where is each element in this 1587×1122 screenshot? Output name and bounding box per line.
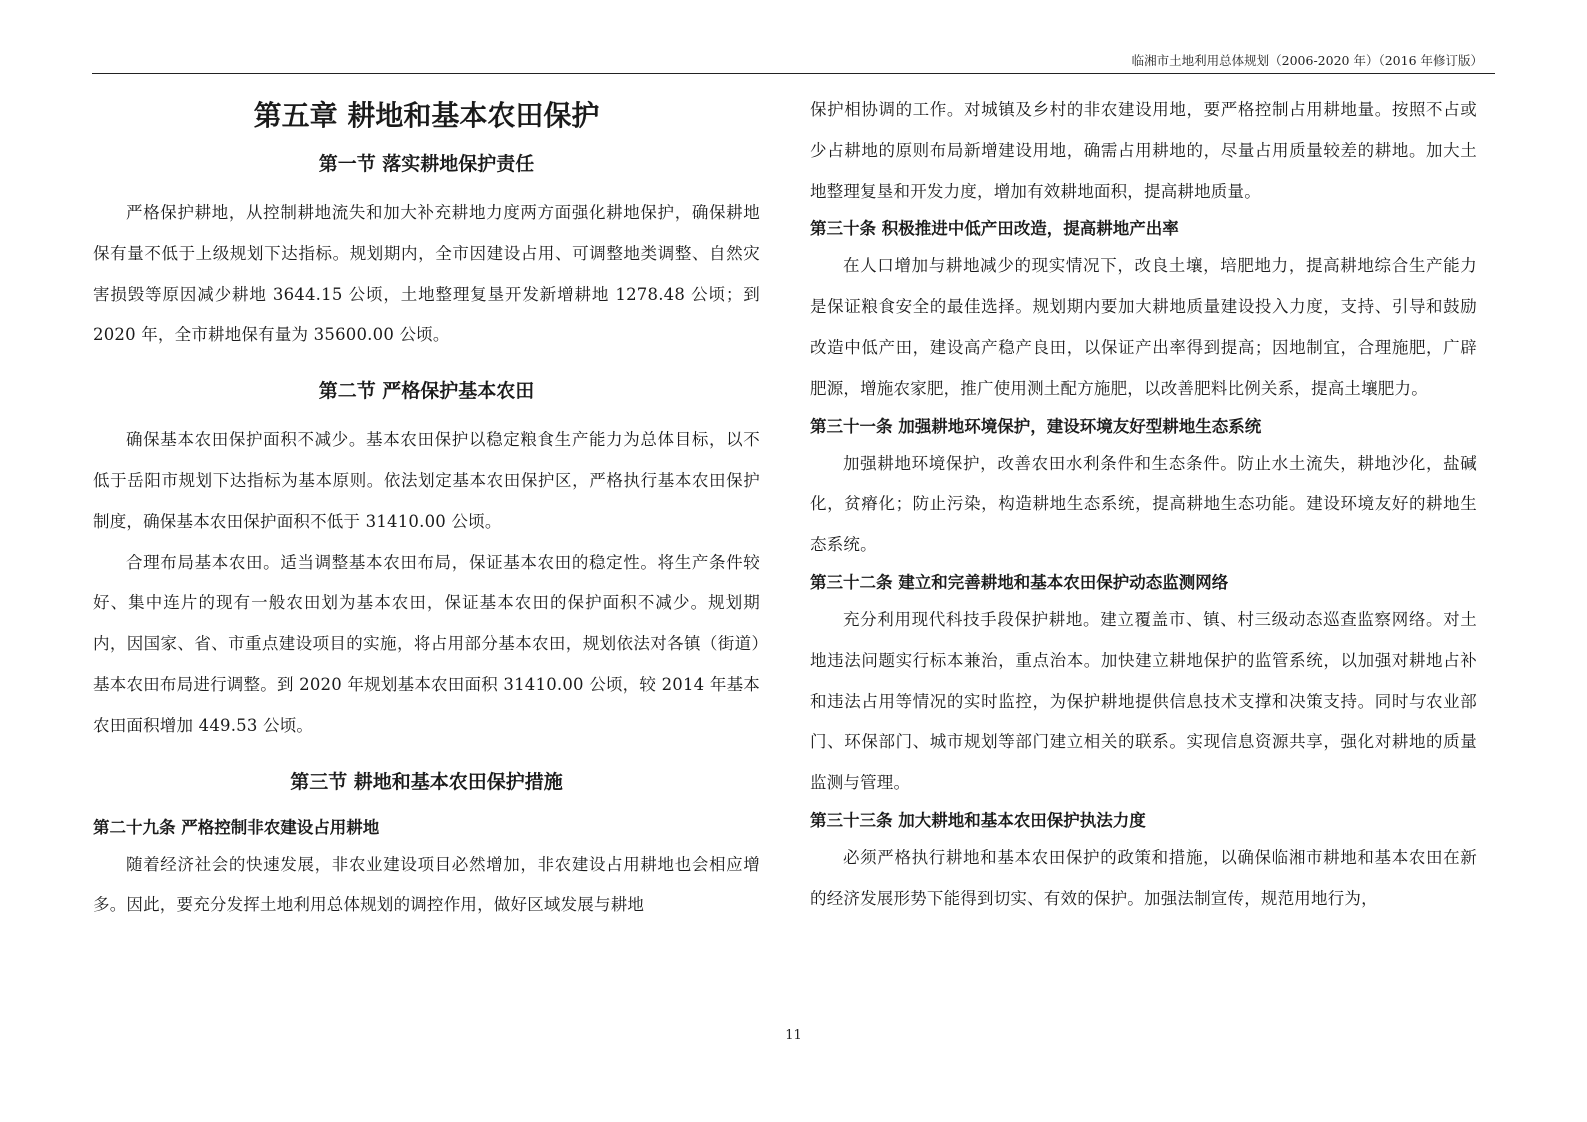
article-32-title: 第三十二条 建立和完善耕地和基本农田保护动态监测网络 [810, 572, 1229, 592]
article-32-text: 充分利用现代科技手段保护耕地。建立覆盖市、镇、村三级动态巡查监察网络。对土地违法问题实行标本兼治，重点治本。加快建立耕地保护的监管系统，以加强对耕地占补和违法占用等情况的实时监控，为保护耕地提供信息技术支撑和决策支持。同时与农业部门、环保部门、城市规划等部门建立相关的联系。实现信息资源共享，强化对耕地的质量监测与管理。 [810, 609, 1477, 793]
section-2-paragraph-1: 确保基本农田保护面积不减少。基本农田保护以稳定粮食生产能力为总体目标，以不低于岳阳市规划下达指标为基本原则。依法划定基本农田保护区，严格执行基本农田保护制度，确保基本农田保护面积不低于 31410.00 公顷。 [93, 430, 760, 531]
article-29-text-start: 随着经济社会的快速发展，非农业建设项目必然增加，非农建设占用耕地也会相应增多。因此，要充分发挥土地利用总体规划的调控作用，做好区域发展与耕地 [93, 854, 760, 915]
left-column [93, 90, 760, 926]
page-number: 11 [785, 1028, 802, 1043]
running-header: 临湘市土地利用总体规划（2006-2020 年）（2016 年修订版） [1131, 53, 1483, 68]
section-2-paragraph-2: 合理布局基本农田。适当调整基本农田布局，保证基本农田的稳定性。将生产条件较好、集中连片的现有一般农田划为基本农田，保证基本农田的保护面积不减少。规划期内，因国家、省、市重点建设项目的实施，将占用部分基本农田，规划依法对各镇（街道）基本农田布局进行调整。到 2020 年规划基本农田面积 31410.00 公顷，较 2014 年基本农田面积增加 449.53 公顷。 [93, 552, 760, 735]
article-33-text: 必须严格执行耕地和基本农田保护的政策和措施，以确保临湘市耕地和基本农田在新的经济发展形势下能得到切实、有效的保护。加强法制宣传，规范用地行为， [810, 847, 1477, 908]
article-31-title: 第三十一条 加强耕地环境保护，建设环境友好型耕地生态系统 [810, 416, 1262, 436]
section-1-paragraph: 严格保护耕地，从控制耕地流失和加大补充耕地力度两方面强化耕地保护，确保耕地保有量不低于上级规划下达指标。规划期内，全市因建设占用、可调整地类调整、自然灾害损毁等原因减少耕地 3644.15 公顷，土地整理复垦开发新增耕地 1278.48 公顷；到 2020 年，全市耕地保有量为 35600.00 公顷。 [93, 203, 760, 345]
right-column [810, 90, 1477, 920]
article-29-title: 第二十九条 严格控制非农建设占用耕地 [93, 817, 380, 837]
article-31-text: 加强耕地环境保护，改善农田水利条件和生态条件。防止水土流失，耕地沙化，盐碱化，贫瘠化；防止污染，构造耕地生态系统，提高耕地生态功能。建设环境友好的耕地生态系统。 [810, 453, 1477, 555]
article-30-title: 第三十条 积极推进中低产田改造，提高耕地产出率 [810, 219, 1179, 239]
article-33-title: 第三十三条 加大耕地和基本农田保护执法力度 [810, 810, 1146, 830]
article-29-text-continued: 保护相协调的工作。对城镇及乡村的非农建设用地，要严格控制占用耕地量。按照不占或少占耕地的原则布局新增建设用地，确需占用耕地的，尽量占用质量较差的耕地。加大土地整理复垦和开发力度，增加有效耕地面积，提高耕地质量。 [810, 100, 1477, 201]
section-title-3: 第三节 耕地和基本农田保护措施 [290, 770, 563, 793]
section-title-2: 第二节 严格保护基本农田 [318, 380, 535, 403]
header-rule [92, 73, 1495, 74]
chapter-title: 第五章 耕地和基本农田保护 [253, 99, 600, 132]
article-30-text: 在人口增加与耕地减少的现实情况下，改良土壤，培肥地力，提高耕地综合生产能力是保证粮食安全的最佳选择。规划期内要加大耕地质量建设投入力度，支持、引导和鼓励改造中低产田，建设高产稳产良田，以保证产出率得到提高；因地制宜，合理施肥，广辟肥源，增施农家肥，推广使用测土配方施肥，以改善肥料比例关系，提高土壤肥力。 [810, 256, 1477, 398]
section-title-1: 第一节 落实耕地保护责任 [318, 153, 535, 175]
